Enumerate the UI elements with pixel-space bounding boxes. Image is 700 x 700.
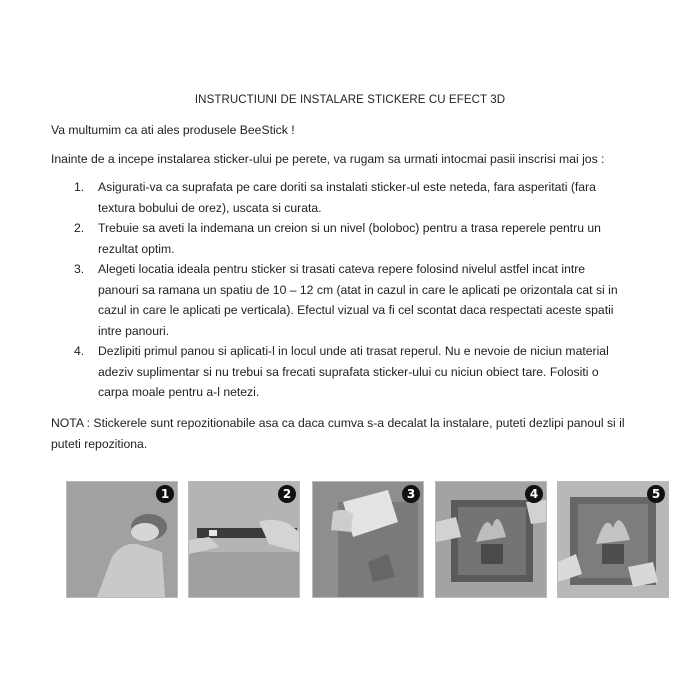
step-photo-1 <box>66 481 178 598</box>
instruction-photos <box>66 481 670 598</box>
step-item <box>51 218 661 259</box>
step-item <box>51 341 661 403</box>
nota-paragraph <box>51 413 661 454</box>
step-line: cazul in care le aplicati pe verticala). Efectul vizual va fi cel scontat daca respectati aceste spatii <box>98 303 614 317</box>
step-line: textura bobului de orez), uscata si curata. <box>98 200 322 215</box>
step-badge: 5 <box>647 485 665 503</box>
step-number: 2. <box>74 221 85 235</box>
step-line: Alegeti locatia ideala pentru sticker si trasati cateva repere folosind nivelul astfel incat intre <box>98 262 586 276</box>
step-badge: 2 <box>278 485 296 503</box>
step-line: intre panouri. <box>98 323 170 338</box>
step-line: adeziv suplimentar si nu trebui sa frecati suprafata sticker-ului cu niciun obiect tare. Folositi o <box>98 364 599 379</box>
step-photo-4 <box>435 481 547 598</box>
step-line: Asigurati-va ca suprafata pe care doriti sa instalati sticker-ul este neteda, fara asperitati (fara <box>98 180 596 194</box>
step-badge: 1 <box>156 485 174 503</box>
intro-thanks: Va multumim ca ati ales produsele BeeStick ! <box>51 123 295 137</box>
step-item <box>51 177 661 218</box>
nota-line: NOTA : Stickerele sunt repozitionabile asa ca daca cumva s-a decalat la instalare, puteti dezlipi panoul si il <box>51 416 625 430</box>
step-badge: 4 <box>525 485 543 503</box>
step-photo-2 <box>188 481 300 598</box>
step-line: Dezlipiti primul panou si aplicati-l in locul unde ati trasat reperul. Nu e nevoie de niciun material <box>98 344 609 358</box>
step-line: carpa moale pentru a-l netezi. <box>98 385 260 399</box>
step-number: 4. <box>74 344 85 358</box>
step-line: rezultat optim. <box>98 241 175 256</box>
intro-instructions: Inainte de a incepe instalarea sticker-ului pe perete, va rugam sa urmati intocmai pasii inscrisi mai jos : <box>51 152 605 166</box>
step-number: 3. <box>74 262 85 276</box>
step-item <box>51 259 661 341</box>
page-title: INSTRUCTIUNI DE INSTALARE STICKERE CU EFECT 3D <box>194 94 506 106</box>
step-photo-3 <box>312 481 424 598</box>
step-photo-5 <box>557 481 669 598</box>
step-number: 1. <box>74 180 85 194</box>
step-line: Trebuie sa aveti la indemana un creion si un nivel (boloboc) pentru a trasa reperele pentru un <box>98 221 601 235</box>
steps-list <box>51 177 661 403</box>
step-line: panouri sa ramana un spatiu de 10 – 12 cm (atat in cazul in care le aplicati pe orizontala cat si in <box>98 282 618 297</box>
nota-line: puteti repozitiona. <box>51 436 148 451</box>
step-badge: 3 <box>402 485 420 503</box>
